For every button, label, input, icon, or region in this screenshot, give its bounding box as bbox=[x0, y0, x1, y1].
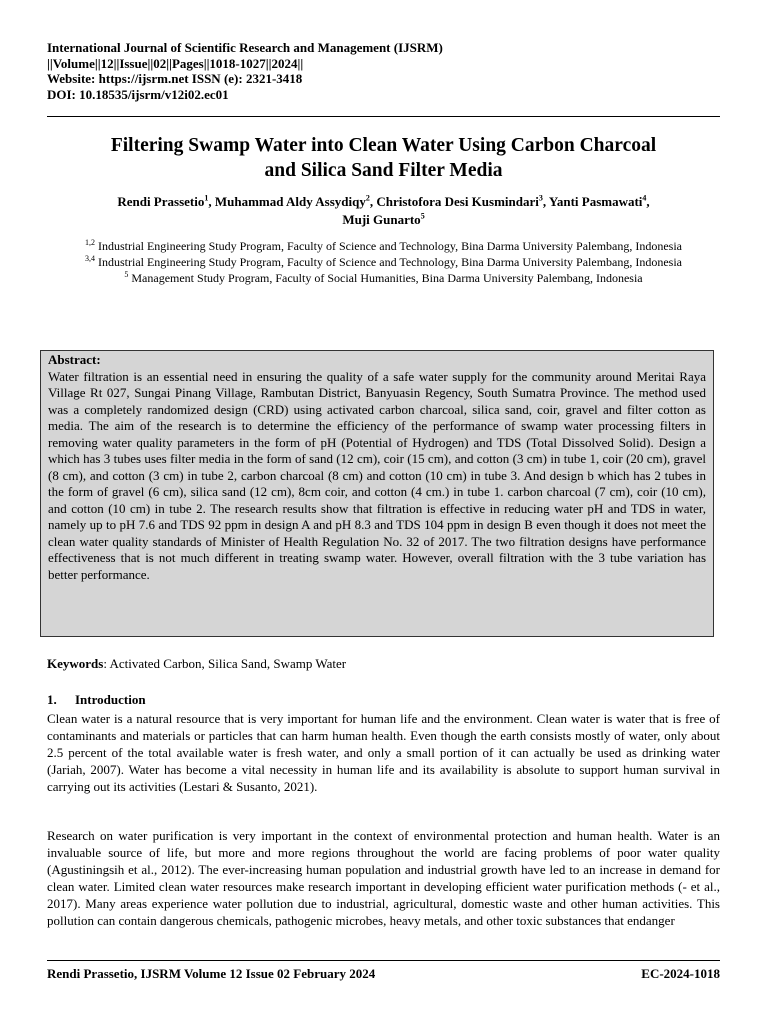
affiliation-list bbox=[47, 238, 720, 286]
author-name: Yanti Pasmawati bbox=[548, 194, 643, 209]
author-affiliation-mark: 2 bbox=[365, 193, 370, 203]
paper-title-line-2: and Silica Sand Filter Media bbox=[264, 160, 503, 181]
keywords-text: : Activated Carbon, Silica Sand, Swamp Water bbox=[103, 656, 347, 671]
author-line-2 bbox=[47, 211, 720, 229]
paper-title-line-1: Filtering Swamp Water into Clean Water Using Carbon Charcoal bbox=[110, 135, 657, 156]
abstract-heading: Abstract: bbox=[48, 352, 101, 367]
author-separator: , bbox=[542, 194, 549, 209]
author-affiliation-mark: 1 bbox=[204, 193, 209, 203]
affiliation-item bbox=[47, 238, 720, 254]
affiliation-mark: 3,4 bbox=[84, 254, 95, 263]
affiliation-text: Industrial Engineering Study Program, Faculty of Science and Technology, Bina Darma University Palembang, Indonesia bbox=[97, 239, 683, 253]
body-paragraph-1: Clean water is a natural resource that is very important for human life and the environment. Clean water is water that is free of contaminants and materials or particles that can harm human health. Even though the earth consists mostly of water, only about 2.5 percent of the total available water is fresh water, and only a small portion of it can actually be used as drinking water (Jariah, 2007). Water has become a vital necessity in human life and its availability is absolute to support human survival in carrying out its activities (Lestari & Susanto, 2021). bbox=[47, 711, 720, 794]
keywords-label: Keywords bbox=[47, 656, 104, 671]
affiliation-text: Industrial Engineering Study Program, Faculty of Science and Technology, Bina Darma University Palembang, Indonesia bbox=[97, 255, 683, 269]
author-affiliation-mark: 5 bbox=[420, 211, 425, 221]
abstract-box bbox=[40, 350, 714, 637]
body-paragraph-2: Research on water purification is very important in the context of environmental protection and human health. Water is an invaluable source of life, but more and more regions throughout the world are facing problems of poor water quality (Agustiningsih et al., 2012). The ever-increasing human population and industrial growth have led to an increase in demand for clean water. Limited clean water resources make research important in developing efficient water purification methods (- et al., 2017). Many areas experience water pollution due to industrial, agricultural, domestic waste and other human activities. This pollution can contain dangerous chemicals, pathogenic microbes, heavy metals, and other toxic substances that endanger bbox=[47, 828, 720, 928]
author-name: Muji Gunarto bbox=[342, 212, 421, 227]
affiliation-text: Management Study Program, Faculty of Social Humanities, Bina Darma University Palembang, Indonesia bbox=[131, 271, 643, 285]
author-name: Christofora Desi Kusmindari bbox=[376, 194, 539, 209]
author-separator: , bbox=[208, 194, 215, 209]
header-divider bbox=[47, 116, 720, 117]
affiliation-item bbox=[47, 270, 720, 286]
author-affiliation-mark: 3 bbox=[538, 193, 543, 203]
section-number: 1. bbox=[47, 692, 57, 707]
author-separator: , bbox=[646, 194, 650, 209]
affiliation-mark: 1,2 bbox=[84, 238, 95, 247]
author-list bbox=[47, 193, 720, 229]
footer-citation: Rendi Prassetio, IJSRM Volume 12 Issue 02 February 2024 bbox=[47, 966, 376, 981]
journal-website-issn: Website: https://ijsrm.net ISSN (e): 2321-3418 bbox=[47, 71, 303, 86]
affiliation-mark: 5 bbox=[124, 270, 129, 279]
keywords bbox=[47, 656, 720, 672]
paper-title bbox=[47, 133, 720, 183]
journal-volume-info: ||Volume||12||Issue||02||Pages||1018-1027||2024|| bbox=[47, 55, 304, 71]
author-name: Rendi Prassetio bbox=[117, 194, 205, 209]
affiliation-item bbox=[47, 254, 720, 270]
author-line-1 bbox=[47, 193, 720, 211]
page-footer bbox=[47, 966, 720, 982]
journal-header bbox=[47, 40, 720, 102]
author-separator: , bbox=[369, 194, 377, 209]
footer-page-id: EC-2024-1018 bbox=[641, 966, 720, 981]
journal-name: International Journal of Scientific Research and Management (IJSRM) bbox=[47, 40, 443, 55]
abstract-text: Water filtration is an essential need in ensuring the quality of a safe water supply for the community around Meritai Raya Village Rt 027, Sungai Pinang Village, Rambutan District, Banyuasin Regency, South Sumatra Province. The method used was a completely randomized design (CRD) using activated carbon charcoal, silica sand, coir, gravel and filter cotton as media. The aim of the research is to determine the efficiency of the performance of swamp water processing filters in removing water quality parameters in the form of pH (Potential of Hydrogen) and TDS (Total Dissolved Solid). Design a which has 3 tubes uses filter media in the form of sand (12 cm), coir (15 cm), and cotton (3 cm) in tube 1, coir (20 cm), gravel (8 cm), and cotton (3 cm) in tube 2, carbon charcoal (8 cm) and cotton (10 cm) in tube 3. And design b which has 2 tubes in the form of gravel (6 cm), silica sand (12 cm), 8cm coir, and cotton (4 cm.) in tube 1. carbon charcoal (7 cm), coir (10 cm), and cotton (10 cm) in tube 2. The research results show that filtration is effective in reducing water pH and TDS in water, namely up to pH 7.6 and TDS 92 ppm in design A and pH 8.3 and TDS 104 ppm in design B even though it does not meet the clean water quality standards of Minister of Health Regulation No. 32 of 2017. The two filtration designs have performance effectiveness that is not much different in treating swamp water. However, overall filtration with the 3 tube variation has better performance. bbox=[48, 368, 706, 582]
author-name: Muhammad Aldy Assydiqy bbox=[214, 194, 366, 209]
journal-doi: DOI: 10.18535/ijsrm/v12i02.ec01 bbox=[47, 86, 229, 102]
footer-divider bbox=[47, 960, 720, 961]
section-title: Introduction bbox=[75, 692, 146, 707]
author-affiliation-mark: 4 bbox=[642, 193, 647, 203]
section-heading bbox=[47, 692, 720, 708]
